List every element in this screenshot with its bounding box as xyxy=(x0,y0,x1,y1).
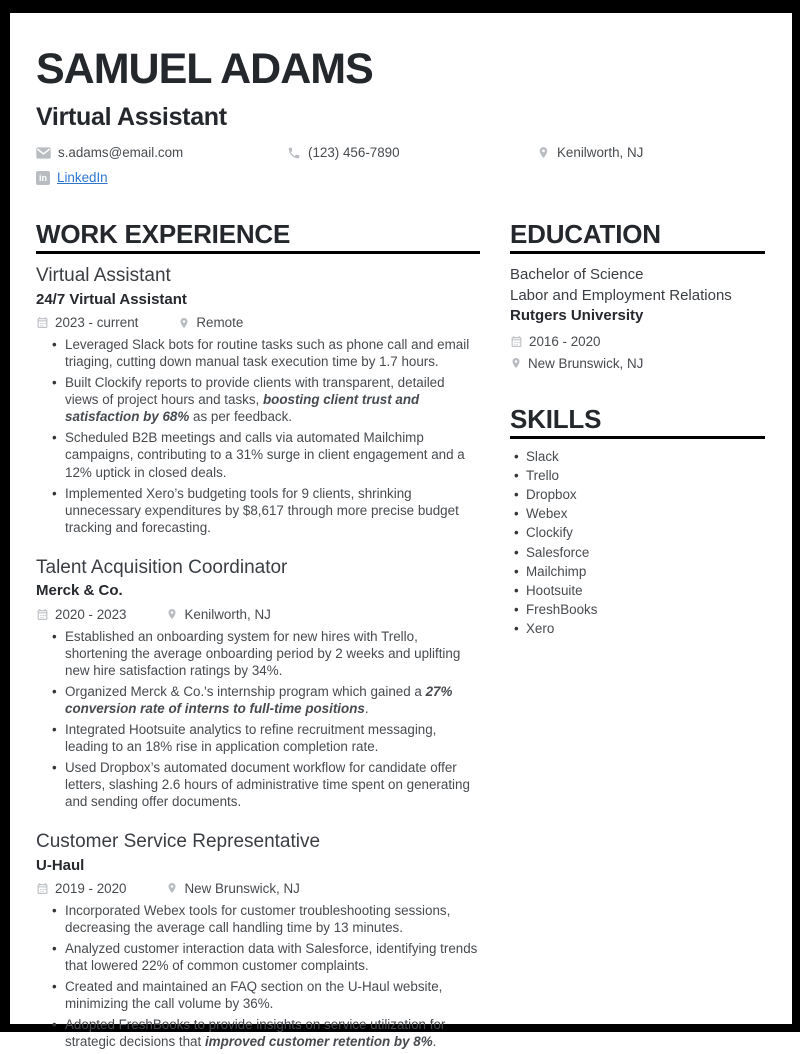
contact-email xyxy=(36,145,287,160)
job-title: Customer Service Representative xyxy=(36,830,321,852)
bullet-text: . xyxy=(432,1034,437,1050)
education-location xyxy=(510,356,765,371)
job-bullet xyxy=(52,374,480,425)
job-meta xyxy=(36,315,480,330)
job-bullet-list xyxy=(36,336,480,535)
bullet-text: Incorporated Webex tools for customer troubleshooting sessions, decreasing the average call handling time by 13 minutes. xyxy=(65,902,451,935)
job-location xyxy=(166,607,270,622)
job-bullet xyxy=(52,759,480,810)
map-pin-icon xyxy=(166,881,178,895)
job-bullet xyxy=(52,978,480,1012)
job-meta xyxy=(36,881,480,896)
skill-item: • Slack xyxy=(514,450,765,464)
person-name: SAMUEL ADAMS xyxy=(36,45,373,93)
job-bullet-list xyxy=(36,628,480,810)
job-dates-text: 2019 - 2020 xyxy=(55,880,127,896)
job-dates-text: 2023 - current xyxy=(55,315,139,331)
calendar-icon xyxy=(36,882,49,895)
bullet-text: Created and maintained an FAQ section on the U-Haul website, minimizing the call volume by 36%. xyxy=(65,978,443,1011)
job-dates xyxy=(36,607,126,622)
map-pin-icon xyxy=(537,145,550,160)
map-pin-icon xyxy=(166,607,178,621)
job-dates xyxy=(36,881,126,896)
contact-linkedin xyxy=(36,170,287,185)
work-experience-column xyxy=(36,221,480,1054)
job-bullet-list xyxy=(36,902,480,1050)
bullet-text: Integrated Hootsuite analytics to refine recruitment messaging, leading to an 18% rise in application completion rate. xyxy=(65,721,437,754)
bullet-text: as per feedback. xyxy=(189,409,293,425)
skill-item: • Mailchimp xyxy=(514,565,765,579)
header xyxy=(36,45,765,185)
skill-item: • FreshBooks xyxy=(514,603,765,617)
main-columns xyxy=(36,221,765,1054)
job-bullet xyxy=(52,485,480,536)
job-meta xyxy=(36,607,480,622)
bullet-text: . xyxy=(364,700,369,716)
skill-item: • Dropbox xyxy=(514,488,765,502)
skill-item: • Salesforce xyxy=(514,546,765,560)
bullet-text: Scheduled B2B meetings and calls via automated Mailchimp campaigns, contributing to a 31% surge in client engagement and a 12% uptick in closed deals. xyxy=(65,430,465,480)
job-bullet xyxy=(52,336,480,370)
job-bullet xyxy=(52,429,480,480)
skill-item: • Trello xyxy=(514,469,765,483)
job-bullet xyxy=(52,902,480,936)
calendar-icon xyxy=(510,335,523,348)
education-location-text: New Brunswick, NJ xyxy=(528,355,644,371)
phone-text: (123) 456-7890 xyxy=(308,145,400,160)
bullet-emphasis-text: improved customer retention by 8% xyxy=(204,1034,433,1050)
job-dates xyxy=(36,315,138,330)
map-pin-icon xyxy=(178,316,190,330)
person-headline: Virtual Assistant xyxy=(36,103,227,131)
education-field: Labor and Employment Relations xyxy=(510,286,732,304)
job-entry-3 xyxy=(36,831,480,1050)
email-text: s.adams@email.com xyxy=(58,145,184,160)
job-title: Talent Acquisition Coordinator xyxy=(36,556,288,578)
skills-heading: SKILLS xyxy=(510,406,765,439)
location-text: Kenilworth, NJ xyxy=(557,145,644,160)
job-bullet xyxy=(52,1016,480,1050)
bullet-text: Built Clockify reports to provide clients with transparent, detailed views of project hours and tasks, xyxy=(65,375,445,408)
job-bullet xyxy=(52,683,480,717)
work-experience-heading: WORK EXPERIENCE xyxy=(36,221,480,254)
skills-list xyxy=(510,450,765,636)
linkedin-icon: in xyxy=(36,171,50,185)
job-title: Virtual Assistant xyxy=(36,265,171,287)
bullet-emphasis-text: 27% conversion rate of interns to full-time positions xyxy=(65,683,453,716)
phone-icon xyxy=(287,146,301,160)
linkedin-link[interactable]: LinkedIn xyxy=(57,170,108,185)
bullet-text: Organized Merck & Co.'s internship program which gained a xyxy=(65,683,426,699)
bullet-text: Implemented Xero’s budgeting tools for 9 clients, shrinking unnecessary expenditures by $8,617 through more precise budget tracking and forecasting. xyxy=(65,485,459,535)
bullet-text: Used Dropbox’s automated document workflow for candidate offer letters, slashing 2.6 hours of administrative time spent on generating and sending offer documents. xyxy=(65,759,470,809)
bullet-text: Analyzed customer interaction data with Salesforce, identifying trends that lowered 22% of common customer complaints. xyxy=(65,940,478,973)
contact-info xyxy=(36,145,765,185)
job-bullet xyxy=(52,628,480,679)
education-section xyxy=(510,221,765,371)
bullet-text: Leveraged Slack bots for routine tasks such as phone call and email triaging, cutting down manual task execution time by 1.7 hours. xyxy=(65,337,470,370)
education-degree: Bachelor of Science xyxy=(510,266,644,284)
job-dates-text: 2020 - 2023 xyxy=(55,606,127,622)
job-location xyxy=(166,881,299,896)
job-bullet xyxy=(52,940,480,974)
bullet-text: Adopted FreshBooks to provide insights on service utilization for strategic decisions that xyxy=(65,1017,446,1050)
skill-item: • Xero xyxy=(514,622,765,636)
job-bullet xyxy=(52,721,480,755)
map-pin-icon xyxy=(510,356,522,370)
calendar-icon xyxy=(36,316,49,329)
sidebar-column xyxy=(510,221,765,1054)
job-location-text: Remote xyxy=(196,315,244,331)
job-location-text: Kenilworth, NJ xyxy=(184,606,271,622)
bullet-emphasis-text: boosting client trust and satisfaction by 68% xyxy=(65,392,420,425)
skills-section xyxy=(510,403,765,636)
job-entry-1 xyxy=(36,265,480,535)
job-company: 24/7 Virtual Assistant xyxy=(36,291,187,309)
resume-sheet xyxy=(10,13,792,1050)
education-dates-text: 2016 - 2020 xyxy=(529,333,601,349)
job-company: Merck & Co. xyxy=(36,582,123,600)
job-location xyxy=(178,315,243,330)
education-heading: EDUCATION xyxy=(510,221,765,254)
contact-phone xyxy=(287,145,537,160)
calendar-icon xyxy=(36,608,49,621)
job-entry-2 xyxy=(36,557,480,810)
contact-location xyxy=(537,145,765,160)
education-school: Rutgers University xyxy=(510,307,644,325)
skill-item: • Clockify xyxy=(514,526,765,540)
bullet-text: Established an onboarding system for new hires with Trello, shortening the average onboarding period by 2 weeks and uplifting new hire satisfaction ratings by 34%. xyxy=(65,628,461,678)
skill-item: • Webex xyxy=(514,507,765,521)
education-dates xyxy=(510,334,765,349)
envelope-icon xyxy=(36,147,51,159)
job-location-text: New Brunswick, NJ xyxy=(184,880,300,896)
skill-item: • Hootsuite xyxy=(514,584,765,598)
job-company: U-Haul xyxy=(36,856,85,874)
